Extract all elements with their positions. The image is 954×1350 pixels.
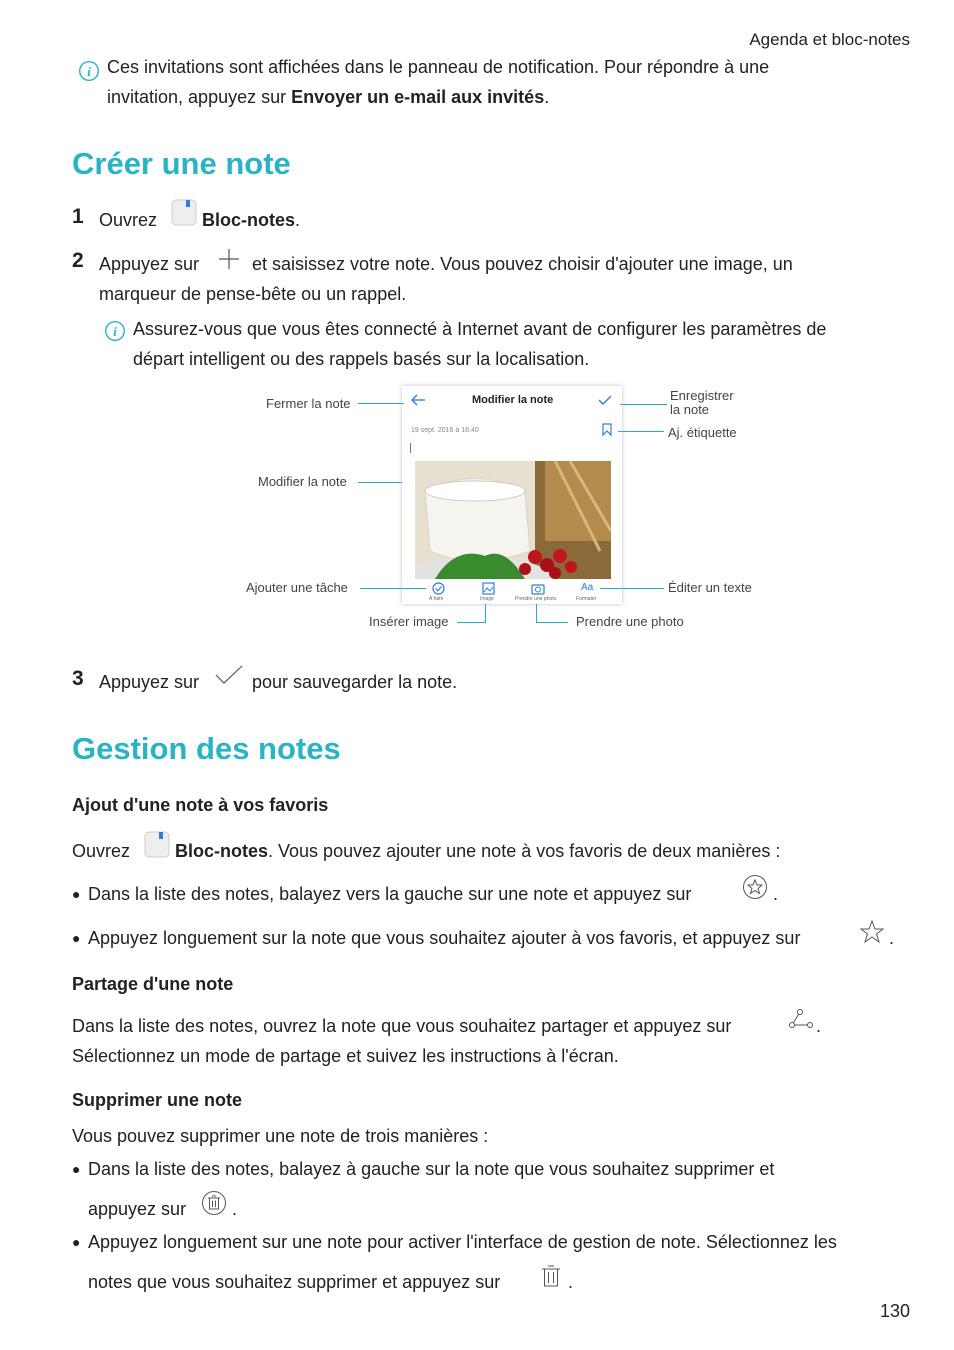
phone-title: Modifier la note	[472, 394, 554, 406]
trash-icon	[538, 1263, 564, 1289]
punct: .	[773, 884, 779, 904]
back-arrow-icon	[410, 393, 426, 407]
bullet: ●	[72, 1161, 81, 1177]
step-number: 3	[72, 667, 84, 690]
note-text: Assurez-vous que vous êtes connecté à Internet avant de configurer les paramètres de	[133, 319, 827, 339]
callout-save: Enregistrer	[670, 388, 734, 403]
callout-tag: Aj. étiquette	[668, 425, 737, 440]
note-text-2: départ intelligent ou des rappels basés sur la localisation.	[133, 349, 590, 369]
fav-bullet-1: Dans la liste des notes, balayez vers la gauche sur une note et appuyez sur	[88, 884, 692, 904]
svg-text:i: i	[113, 324, 117, 339]
text-cursor	[410, 443, 411, 453]
bullet: ●	[72, 886, 81, 902]
notepad-app-icon	[144, 831, 170, 859]
step-2-b: et saisissez votre note. Vous pouvez choisir d'ajouter une image, un	[252, 254, 793, 274]
callout-line	[620, 404, 667, 405]
subsection-title: Supprimer une note	[72, 1090, 243, 1110]
share-text-1: Dans la liste des notes, ouvrez la note que vous souhaitez partager et appuyez sur	[72, 1016, 732, 1036]
callout-image: Insérer image	[369, 614, 449, 629]
callout-close: Fermer la note	[266, 396, 351, 411]
section-title: Gestion des notes	[72, 731, 341, 766]
step-3-a: Appuyez sur	[99, 672, 200, 692]
callout-line	[358, 403, 404, 404]
star-icon	[859, 919, 885, 945]
info-icon	[78, 60, 100, 82]
toolbar-label: Prendre une photo	[515, 596, 557, 602]
callout-line	[485, 604, 486, 622]
tag-icon	[602, 423, 612, 436]
share-text-2: Sélectionnez un mode de partage et suivez les instructions à l'écran.	[72, 1046, 619, 1066]
toolbar-label: À faire	[429, 596, 444, 602]
step-1: Ouvrez	[99, 210, 158, 230]
format-icon: Aa	[581, 582, 594, 593]
delete-bullet-2: Appuyez longuement sur une note pour activer l'interface de gestion de note. Sélectionnez les	[88, 1232, 837, 1252]
trash-circle-icon	[201, 1190, 227, 1216]
toolbar-label: Image	[480, 596, 494, 602]
fav-intro-b: Bloc-notes. Vous pouvez ajouter une note à vos favoris de deux manières :	[175, 841, 781, 861]
callout-edit: Modifier la note	[258, 474, 347, 489]
note-text-2: invitation, appuyez sur Envoyer un e-mail aux invités.	[107, 87, 550, 107]
svg-text:i: i	[87, 64, 91, 79]
punct: .	[568, 1272, 574, 1292]
callout-line	[536, 622, 568, 623]
plus-icon	[218, 248, 240, 270]
punct: .	[232, 1199, 238, 1219]
camera-icon	[531, 582, 545, 595]
punct: .	[816, 1016, 822, 1036]
step-3-b: pour sauvegarder la note.	[252, 672, 458, 692]
callout-line	[360, 588, 426, 589]
info-icon	[104, 320, 126, 342]
step-1-app: Bloc-notes.	[202, 210, 301, 230]
toolbar-label: Formater	[576, 596, 597, 602]
delete-bullet-1b: appuyez sur	[88, 1199, 187, 1219]
todo-icon	[432, 582, 445, 595]
fav-intro-a: Ouvrez	[72, 841, 131, 861]
subsection-title: Ajout d'une note à vos favoris	[72, 795, 329, 815]
subsection-title: Partage d'une note	[72, 974, 234, 994]
step-number: 2	[72, 249, 84, 272]
image-icon	[482, 582, 495, 595]
page-number: 130	[879, 1301, 910, 1321]
callout-photo: Prendre une photo	[576, 614, 684, 629]
bullet: ●	[72, 930, 81, 946]
check-icon	[214, 664, 244, 686]
callout-line	[600, 588, 664, 589]
bullet: ●	[72, 1234, 81, 1250]
callout-task: Ajouter une tâche	[246, 580, 348, 595]
running-header: Agenda et bloc-notes	[749, 30, 910, 49]
share-icon	[788, 1008, 814, 1030]
check-icon	[598, 394, 612, 406]
step-2-a: Appuyez sur	[99, 254, 200, 274]
callout-text: Éditer un texte	[668, 580, 752, 595]
callout-save-2: la note	[670, 402, 710, 417]
notepad-app-icon	[171, 199, 197, 227]
note-date: 19 sept. 2016 à 16:40	[411, 427, 479, 434]
note-text: Ces invitations sont affichées dans le panneau de notification. Pour répondre à une	[107, 57, 770, 77]
phone-screenshot	[402, 386, 622, 604]
punct: .	[889, 928, 895, 948]
step-2-c: marqueur de pense-bête ou un rappel.	[99, 284, 407, 304]
callout-line	[618, 431, 664, 432]
delete-bullet-2b: notes que vous souhaitez supprimer et appuyez sur	[88, 1272, 501, 1292]
callout-line	[358, 482, 402, 483]
callout-line	[536, 604, 537, 622]
delete-intro: Vous pouvez supprimer une note de trois manières :	[72, 1126, 489, 1146]
note-photo	[415, 461, 611, 579]
star-circle-icon	[742, 874, 768, 900]
fav-bullet-2: Appuyez longuement sur la note que vous souhaitez ajouter à vos favoris, et appuyez sur	[88, 928, 801, 948]
callout-line	[457, 622, 486, 623]
section-title: Créer une note	[72, 146, 291, 181]
delete-bullet-1: Dans la liste des notes, balayez à gauche sur la note que vous souhaitez supprimer et	[88, 1159, 775, 1179]
step-number: 1	[72, 205, 84, 228]
